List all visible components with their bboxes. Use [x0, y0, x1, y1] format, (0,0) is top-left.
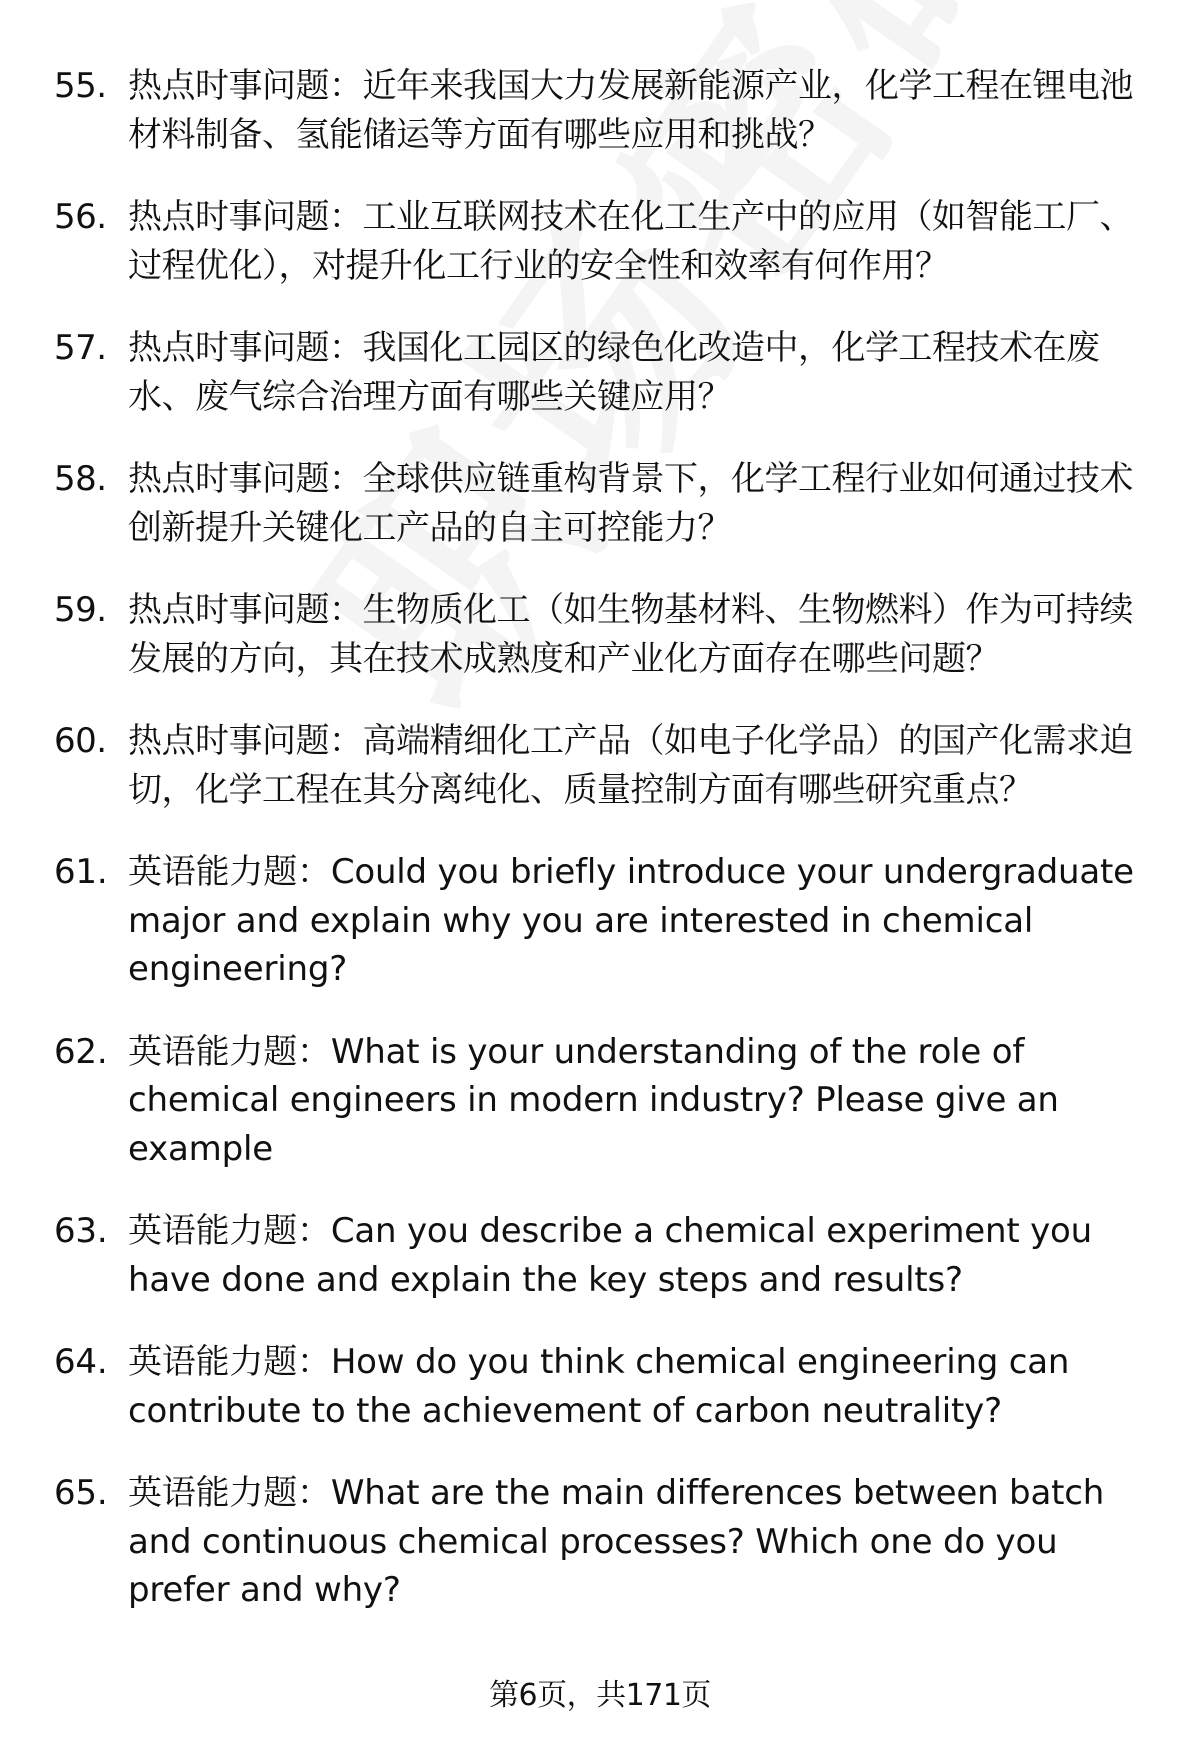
question-category: 英语能力题： — [128, 1342, 331, 1382]
question-category: 英语能力题： — [128, 1031, 331, 1072]
question-text: What are the main differences between batch and continuous chemical processes? Which one do you prefer and why? — [128, 1473, 1105, 1610]
question-number: 61. — [54, 852, 108, 892]
question-item-61 — [0, 848, 1200, 994]
question-number: 64. — [54, 1342, 108, 1382]
question-text: 全球供应链重构背景下，化学工程行业如何通过技术创新提升关键化工产品的自主可控能力？ — [128, 459, 1133, 548]
question-category: 热点时事问题： — [128, 197, 363, 237]
question-category: 英语能力题： — [128, 852, 331, 892]
question-text: 工业互联网技术在化工生产中的应用（如智能工厂、过程优化），对提升化工行业的安全性和效率有何作用？ — [128, 197, 1133, 286]
question-item-63 — [0, 1207, 1200, 1304]
question-text: Could you briefly introduce your undergraduate major and explain why you are interested in chemical engineering? — [128, 852, 1134, 989]
question-text: 生物质化工（如生物基材料、生物燃料）作为可持续发展的方向，其在技术成熟度和产业化方面存在哪些问题？ — [128, 590, 1133, 679]
question-number: 63. — [54, 1211, 108, 1251]
question-number: 59. — [54, 590, 107, 630]
question-number: 65. — [54, 1473, 108, 1513]
page-indicator: 第6页，共171页 — [489, 1678, 711, 1713]
question-item-64 — [0, 1338, 1200, 1435]
question-number: 57. — [54, 328, 107, 368]
question-category: 英语能力题： — [128, 1211, 331, 1251]
question-number: 58. — [54, 459, 107, 499]
question-item-65 — [0, 1469, 1200, 1615]
question-item-59 — [0, 586, 1200, 683]
question-item-57 — [0, 324, 1200, 421]
question-category: 英语能力题： — [128, 1473, 331, 1513]
question-list — [0, 62, 1200, 1615]
question-number: 55. — [54, 66, 107, 106]
question-text: Can you describe a chemical experiment you have done and explain the key steps and results? — [128, 1211, 1092, 1300]
question-text: 我国化工园区的绿色化改造中，化学工程技术在废水、废气综合治理方面有哪些关键应用？ — [128, 328, 1100, 417]
question-number: 60. — [54, 721, 107, 761]
question-category: 热点时事问题： — [128, 459, 363, 499]
question-item-62 — [0, 1028, 1200, 1174]
question-item-58 — [0, 455, 1200, 552]
question-text: 高端精细化工产品（如电子化学品）的国产化需求迫切，化学工程在其分离纯化、质量控制方面有哪些研究重点？ — [128, 721, 1133, 810]
question-item-60 — [0, 717, 1200, 814]
question-item-55 — [0, 62, 1200, 159]
question-category: 热点时事问题： — [128, 66, 363, 106]
question-number: 62. — [54, 1031, 108, 1072]
question-text: How do you think chemical engineering can contribute to the achievement of carbon neutrality? — [128, 1342, 1070, 1431]
question-category: 热点时事问题： — [128, 328, 363, 368]
question-category: 热点时事问题： — [128, 590, 363, 630]
question-item-56 — [0, 193, 1200, 290]
question-text: 近年来我国大力发展新能源产业，化学工程在锂电池材料制备、氢能储运等方面有哪些应用和挑战？ — [128, 66, 1133, 155]
question-category: 热点时事问题： — [128, 721, 363, 761]
question-text: What is your understanding of the role of chemical engineers in modern industry? Please give an example — [128, 1031, 1059, 1169]
question-number: 56. — [54, 197, 107, 237]
